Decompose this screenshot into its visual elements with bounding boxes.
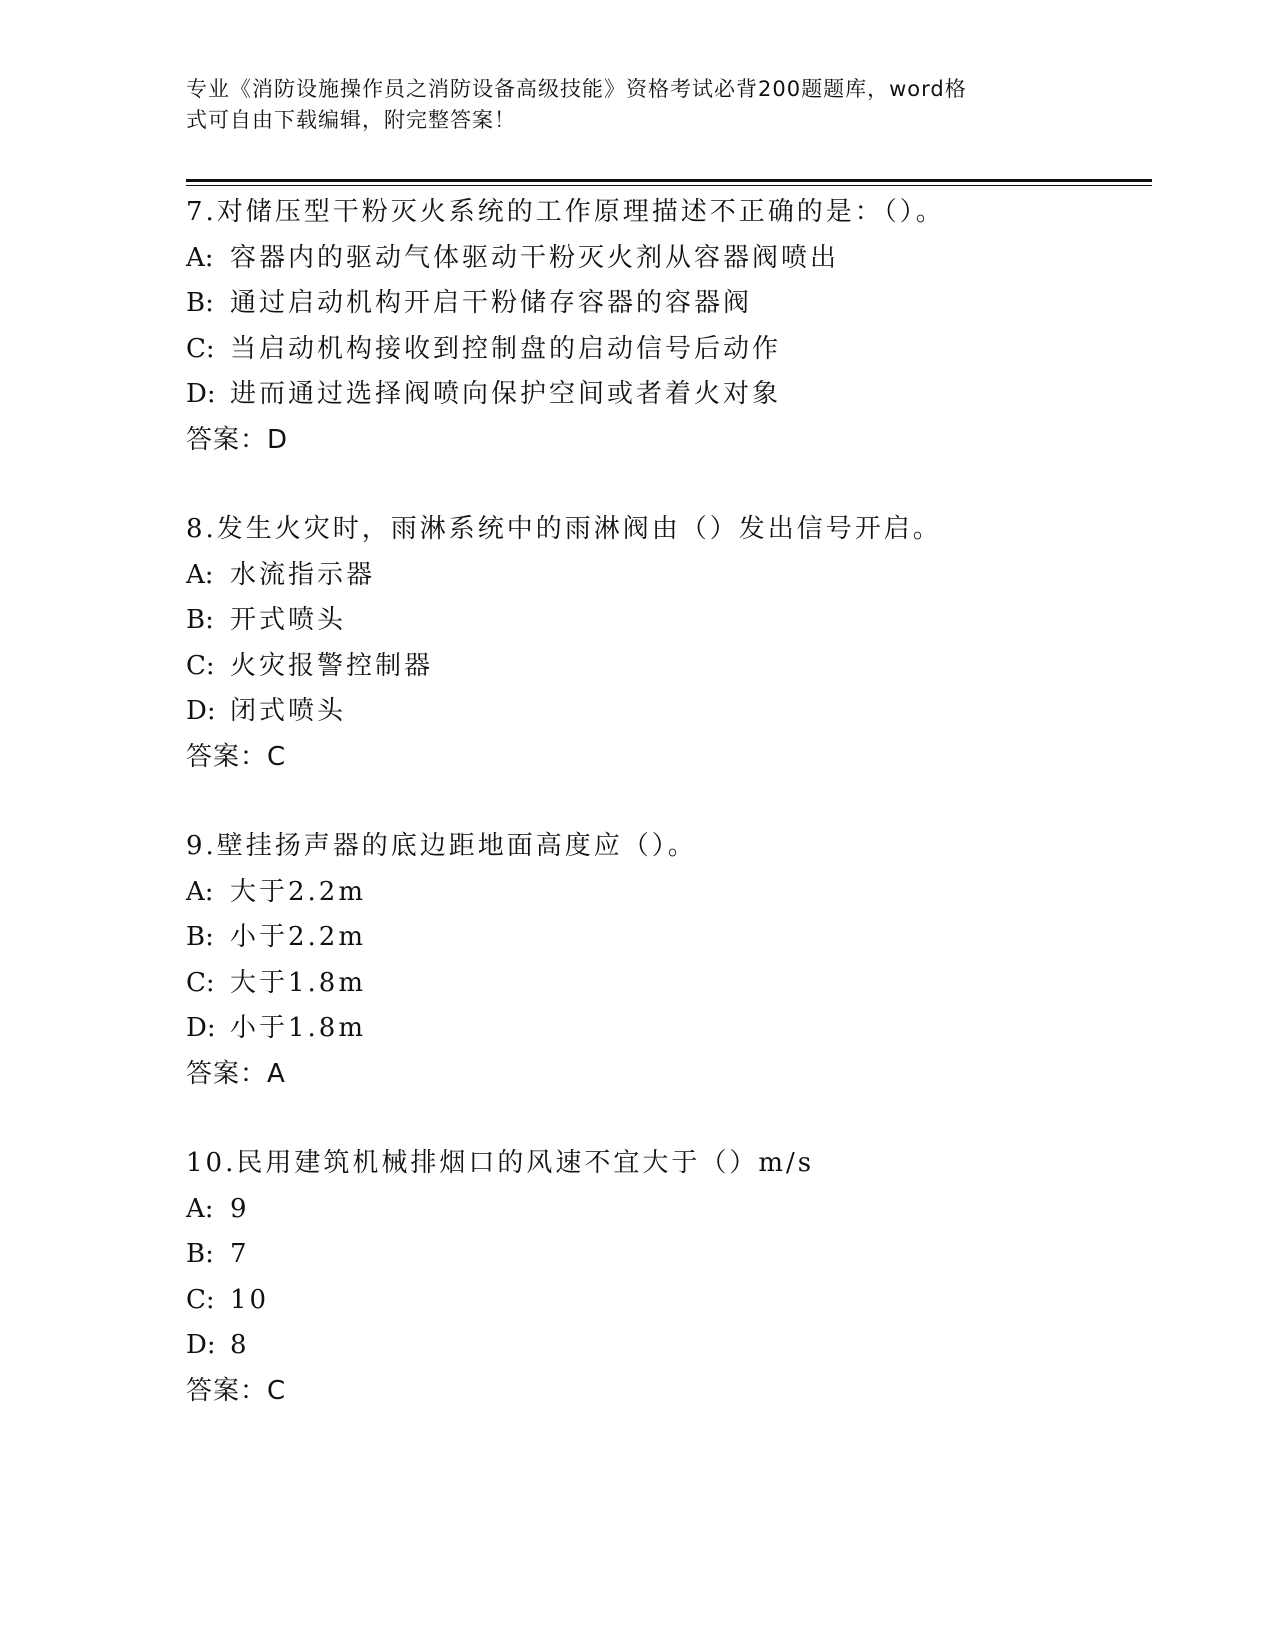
- option-letter: A:: [186, 876, 214, 907]
- question-block: [186, 190, 1152, 463]
- option-a: [186, 553, 1152, 599]
- option-text: 火灾报警控制器: [230, 650, 434, 681]
- option-text: 进而通过选择阀喷向保护空间或者着火对象: [230, 379, 782, 409]
- option-d: [186, 372, 1152, 418]
- option-text: 大于2.2m: [230, 876, 367, 907]
- option-text: 10: [230, 1284, 270, 1315]
- header-line-1: 专业《消防设施操作员之消防设备高级技能》资格考试必背200题题库，word格: [186, 77, 967, 101]
- option-a: [186, 870, 1152, 916]
- answer-line: 答案：D: [186, 424, 289, 455]
- answer-line: 答案：A: [186, 1058, 286, 1089]
- option-d: [186, 689, 1152, 735]
- document-header: [186, 74, 1076, 136]
- option-text: 7: [230, 1239, 250, 1269]
- option-text: 容器内的驱动气体驱动干粉灭火剂从容器阀喷出: [230, 242, 840, 273]
- option-letter: B:: [186, 605, 214, 635]
- option-b: [186, 281, 1152, 327]
- option-letter: C:: [186, 1284, 215, 1315]
- option-text: 小于2.2m: [230, 922, 367, 952]
- option-text: 8: [230, 1330, 250, 1360]
- answer-line: 答案：C: [186, 1375, 287, 1406]
- option-c: [186, 644, 1152, 690]
- option-c: [186, 1278, 1152, 1324]
- option-letter: C:: [186, 333, 215, 364]
- option-letter: D:: [186, 1330, 216, 1360]
- option-c: [186, 961, 1152, 1007]
- option-letter: A:: [186, 242, 214, 273]
- option-text: 当启动机构接收到控制盘的启动信号后动作: [230, 333, 782, 364]
- option-b: [186, 915, 1152, 961]
- option-d: [186, 1006, 1152, 1052]
- option-d: [186, 1323, 1152, 1369]
- option-text: 小于1.8m: [230, 1013, 367, 1043]
- option-letter: B:: [186, 922, 214, 952]
- option-letter: A:: [186, 1193, 214, 1224]
- option-letter: D:: [186, 1013, 216, 1043]
- question-block: [186, 507, 1152, 780]
- answer-line: 答案：C: [186, 741, 287, 772]
- option-c: [186, 327, 1152, 373]
- option-b: [186, 1232, 1152, 1278]
- option-text: 9: [230, 1193, 250, 1224]
- question-stem: 9.壁挂扬声器的底边距地面高度应（）。: [186, 831, 697, 861]
- question-list: [186, 190, 1152, 1458]
- option-letter: C:: [186, 967, 215, 998]
- option-letter: B:: [186, 288, 214, 318]
- option-text: 水流指示器: [230, 559, 376, 590]
- option-text: 大于1.8m: [230, 967, 367, 998]
- question-stem: 8.发生火灾时，雨淋系统中的雨淋阀由（）发出信号开启。: [186, 514, 942, 544]
- question-block: [186, 1141, 1152, 1414]
- option-a: [186, 1187, 1152, 1233]
- question-stem: 10.民用建筑机械排烟口的风速不宜大于（）m/s: [186, 1148, 815, 1178]
- question-block: [186, 824, 1152, 1097]
- option-b: [186, 598, 1152, 644]
- option-letter: D:: [186, 379, 216, 409]
- option-letter: B:: [186, 1239, 214, 1269]
- option-letter: C:: [186, 650, 215, 681]
- header-divider-thick: [186, 179, 1152, 182]
- question-stem: 7.对储压型干粉灭火系统的工作原理描述不正确的是：（）。: [186, 197, 945, 227]
- option-text: 开式喷头: [230, 605, 347, 635]
- option-a: [186, 236, 1152, 282]
- header-line-2: 式可自由下载编辑，附完整答案！: [186, 108, 516, 132]
- option-text: 闭式喷头: [230, 696, 347, 726]
- header-divider-thin: [186, 185, 1152, 186]
- option-letter: D:: [186, 696, 216, 726]
- option-text: 通过启动机构开启干粉储存容器的容器阀: [230, 288, 753, 318]
- option-letter: A:: [186, 559, 214, 590]
